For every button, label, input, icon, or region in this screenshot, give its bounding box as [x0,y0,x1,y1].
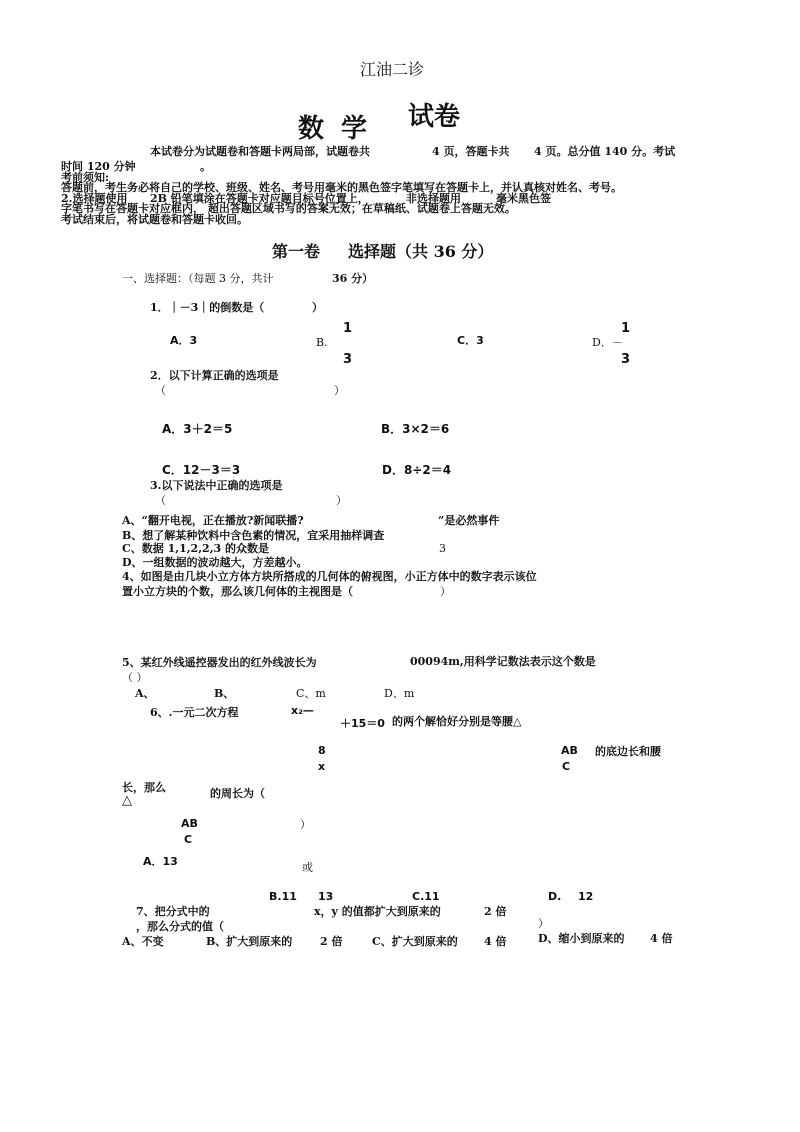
q7-option-c: C、扩大到原来的 [372,935,458,948]
q6-coefficient-x: x [318,760,326,773]
intro-line2: 时间 120 分钟 [61,160,136,173]
q6-option-d-label: D. [548,890,562,903]
q6-option-a-or: 或 [302,861,313,874]
exam-title-subject: 数 学 [298,114,372,144]
q6-option-b-alt: 13 [318,890,334,903]
q6-option-b: B.11 [269,890,297,903]
q6-equation: ＋15＝0 [340,717,385,730]
q1-option-b-label: B. [316,336,328,349]
q4-line1: 4、如图是由几块小立方体方块所搭成的几何体的俯视图，小正方体中的数字表示该位 [122,570,537,583]
q3-stem: 3.以下说法中正确的选项是 [150,479,283,492]
q6-triangle2-ab: AB [181,817,198,830]
q3-option-c-answer: 3 [439,542,446,555]
section-title-b: 选择题（共 36 分） [348,242,494,261]
q1-option-a: A．3 [170,334,198,347]
q2-stem: 2．以下计算正确的选项是 [150,369,279,382]
notice-2a: 2.选择题使用 [61,192,128,205]
q7-option-d: D、缩小到原来的 [538,932,625,945]
q6-stem-c: 的底边长和腰 [595,745,661,758]
q5-option-c: C、m [296,687,326,700]
notice-1: 答题前，考生务必将自己的学校、班级、姓名、考号用毫米的黑色签字笔填写在答题卡上，并认真核对姓名、考号。 [61,181,622,194]
q1-option-c: C．3 [457,334,484,347]
q7-option-c-end: 4 倍 [484,935,507,948]
q6-triangle-ab: AB [561,744,578,757]
q3-option-d: D、一组数据的波动越大，方差越小。 [122,556,308,569]
q6-close: ） [300,818,311,831]
q1-option-d-denominator: 3 [621,352,631,367]
q4-close: ） [440,585,451,598]
q5-option-d: D、m [384,687,415,700]
q7-option-b-end: 2 倍 [320,935,343,948]
q2-option-b: B．3×2＝6 [381,422,450,436]
q6-stem-a: 6、.一元二次方程 [150,706,239,719]
section-title-a: 第一卷 [272,242,321,261]
notice-title: 考前须知: [61,171,110,184]
q3-open: （ [155,494,166,507]
q5-bracket: （ ） [122,671,148,684]
exam-title-paper: 试卷 [408,102,461,132]
q5-option-b: B、 [214,687,235,700]
q7-option-d-end: 4 倍 [650,932,673,945]
q1-option-d-label: D．－ [592,336,623,349]
q6-coefficient-8: 8 [318,744,326,757]
q2-close: ） [334,384,345,397]
q6-triangle2-c: C [184,833,193,846]
intro-line1-a: 本试卷分为试题卷和答题卡两局部，试题卷共 [150,145,370,158]
notice-2c: 非选择题用 [406,192,461,205]
intro-line2-end: 。 [200,160,211,173]
part1-instruction: 一、选择题：（每题 3 分，共计 [122,272,274,285]
q7-close: ） [538,917,549,930]
q7-option-a: A、不变 [122,935,164,948]
q2-option-d: D．8÷2＝4 [382,463,452,477]
q6-stem-b: 的两个解恰好分别是等腰△ [392,715,522,728]
q6-option-d: 12 [578,890,594,903]
part1-points: 36 分） [332,272,374,285]
q6-option-c: C.11 [412,890,440,903]
q3-option-a: A、“翻开电视，正在播放?新闻联播? [122,514,304,527]
q1-option-b-numerator: 1 [343,321,353,336]
q5-option-a: A、 [135,687,155,700]
q6-option-a: A．13 [143,855,178,868]
q6-triangle-c: C [562,760,571,773]
exam-subtitle: 江油二诊 [360,60,425,79]
q3-option-a-end: ”是必然事件 [438,514,500,527]
notice-2b: 2B 铅笔填涂在答题卡对应题目标号位置上， [150,192,369,205]
q7-stem-a: 7、把分式中的 [136,905,210,918]
q6-triangle-symbol: △ [122,793,132,808]
q7-option-b: B、扩大到原来的 [206,935,293,948]
intro-line1-b: 4 页，答题卡共 [432,145,510,158]
q2-option-a: A．3＋2＝5 [162,422,233,436]
q3-close: ） [336,494,347,507]
q1-option-b-denominator: 3 [343,352,353,367]
q3-option-b: B、想了解某种饮料中含色素的情况，宜采用抽样调查 [122,529,385,542]
intro-line1-c: 4 页。总分值 140 分。考试 [534,145,676,158]
q4-line2: 置小立方块的个数，那么该几何体的主视图是（ [122,585,353,598]
q2-option-c: C．12－3＝3 [162,463,241,477]
q1-option-d-numerator: 1 [621,321,631,336]
q1-close: ） [312,301,323,314]
q6-stem-d: 长，那么 [122,781,166,794]
q3-option-c: C、数据 1,1,2,2,3 的众数是 [122,542,270,555]
notice-2d: 毫米黑色签 [496,192,551,205]
q6-stem-e: 的周长为（ [210,787,265,800]
q7-stem-c: 2 倍 [484,905,507,918]
q7-stem-d: ，那么分式的值（ [136,920,224,933]
q5-stem-b: 00094m,用科学记数法表示这个数是 [410,655,596,668]
q1-stem: 1．｜－3｜的倒数是（ [150,301,265,314]
q6-x-squared: x₂— [291,704,314,717]
q2-open: （ [155,384,166,397]
notice-4: 考试结束后，将试题卷和答题卡收回。 [61,213,248,226]
notice-3: 字笔书写在答题卡对应框内， 超出答题区域书写的答案无效；在草稿纸、试题卷上答题无效。 [61,202,516,215]
q7-stem-b: x，y 的值都扩大到原来的 [314,905,441,918]
q5-stem-a: 5、某红外线遥控器发出的红外线波长为 [122,656,317,669]
